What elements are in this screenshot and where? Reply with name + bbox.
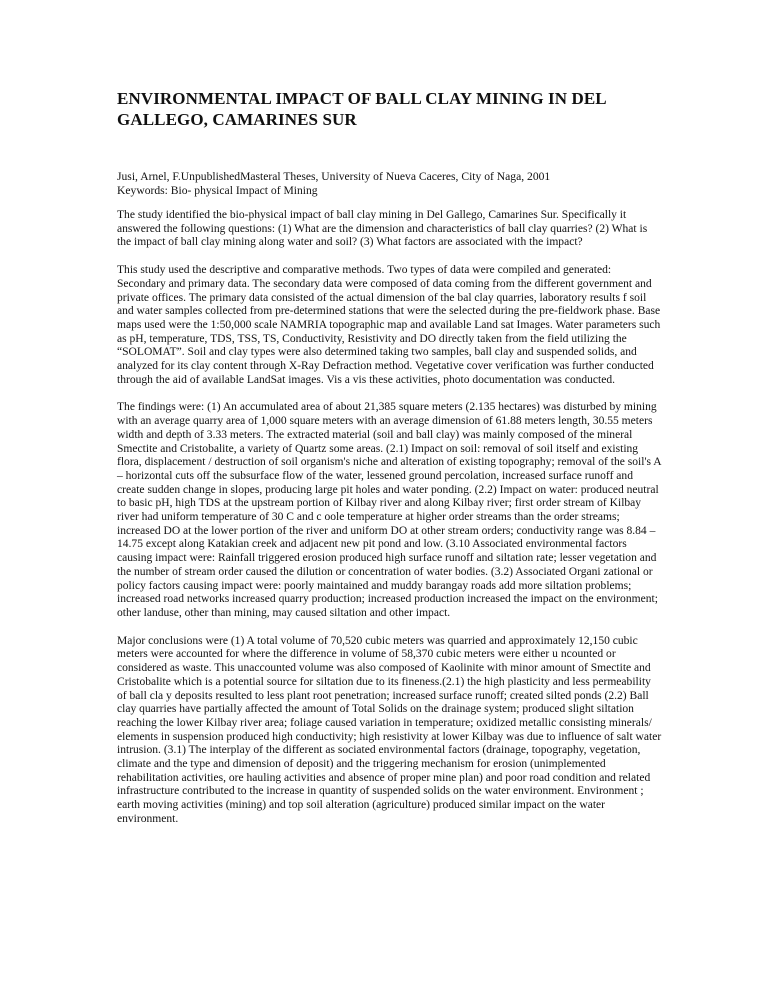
paragraph-findings: The findings were: (1) An accumulated area of about 21,385 square meters (2.135 hectares) was disturbed by mining with an average quarry area of 1,000 square meters with an average dimension of 61.88 meters length, 30.55 meters width and depth of 3.33 meters. The extracted material (soil and ball clay) was mainly composed of the mineral Smectite and Cristobalite, a variety of Quartz some areas. (2.1) Impact on soil: removal of soil itself and existing flora, displacement / destruction of soil organism's niche and alteration of existing topography; removal of the soil's A – horizontal cuts off the subsurface flow of the water, lessened ground percolation, increased surface runoff and create sudden change in slopes, producing large pit holes and water ponding. (2.2) Impact on water: produced neutral to basic pH, high TDS at the upstream portion of Kilbay river and along Kilbay river; first order stream of Kilbay river had uniform temperature of 30 C and c oole temperature at higher order streams than the order streams; increased DO at the lower portion of the river and uniform DO at other stream orders; conductivity range was 8.84 – 14.75 except along Katakian creek and adjacent new pit pond and low. (3.10 Associated environmental factors causing impact were: Rainfall triggered erosion produced high surface runoff and siltation rate; lesser vegetation and the number of stream order caused the dilution or concentration of water bodies. (3.2) Associated Organi zational or policy factors causing impact were: poorly maintained and muddy barangay roads add more siltation problems; increased road networks increased quarry production; increased production increased the impact on the environment; other landuse, other than mining, may caused siltation and other impact.	[117, 401, 661, 619]
paragraph-conclusions: Major conclusions were (1) A total volume of 70,520 cubic meters was quarried and approximately 12,150 cubic meters were accounted for where the difference in volume of 58,370 cubic meters were either u ncounted or considered as waste. This unaccounted volume was also composed of Kaolinite with minor amount of Smectite and Cristobalite which is a potential source for siltation due to its fineness.(2.1) the high plasticity and less permeability of ball cla y deposits resulted to less plant root penetration; increased surface runoff; created silted ponds (2.2) Ball clay quarries have partially affected the amount of Total Solids on the drainage system; produced slight siltation reaching the lower Kilbay river area; foliage caused variation in temperature; oxidized metallic consisting minerals/ elements in suspension produced high conductivity; high resistivity at lower Kilbay was due to influence of salt water intrusion. (3.1) The interplay of the different as sociated environmental factors (drainage, topography, vegetation, climate and the type and dimension of deposit) and the triggering mechanism for erosion (unimplemented rehabilitation activities, ore hauling activities and absence of proper mine plan) and poor road condition and related infrastructure contributed to the increase in quantity of suspended solids on the water environment. Environment ; earth moving activities (mining) and top soil alteration (agriculture) produced similar impact on the water environment.	[117, 634, 662, 825]
document-body	[117, 209, 662, 841]
keywords-line: Keywords: Bio- physical Impact of Mining	[117, 183, 318, 197]
document-meta	[117, 170, 662, 197]
document-title: ENVIRONMENTAL IMPACT OF BALL CLAY MINING IN DEL GALLEGO, CAMARINES SUR	[117, 89, 606, 129]
paragraph-objectives: The study identified the bio-physical impact of ball clay mining in Del Gallego, Camarines Sur. Specifically it answered the following questions: (1) What are the dimension and characteristics of ball clay quarries? (2) What is the impact of ball clay mining along water and soil? (3) What factors are associated with the impact?	[117, 209, 648, 249]
paragraph-methods: This study used the descriptive and comparative methods. Two types of data were compiled and generated: Secondary and primary data. The secondary data were composed of data coming from the different government and private offices. The primary data consisted of the actual dimension of the bal clay quarries, laboratory results f soil and water samples collected from pre-determined stations that were the selected during the pre-fieldwork phase. Base maps used were the 1:50,000 scale NAMRIA topographic map and available Land sat Images. Water parameters such as pH, temperature, TDS, TSS, TS, Conductivity, Resistivity and DO directly taken from the field utilizing the “SOLOMAT”. Soil and clay types were also determined taking two samples, ball clay and suspended solids, and analyzed for its clay content through X-Ray Defraction method. Vegetative cover verification was further conducted through the aid of available LandSat images. Vis a vis these activities, photo documentation was conducted.	[117, 264, 661, 386]
citation-line: Jusi, Arnel, F.UnpublishedMasteral Theses, University of Nueva Caceres, City of Naga, 2001	[117, 170, 551, 183]
